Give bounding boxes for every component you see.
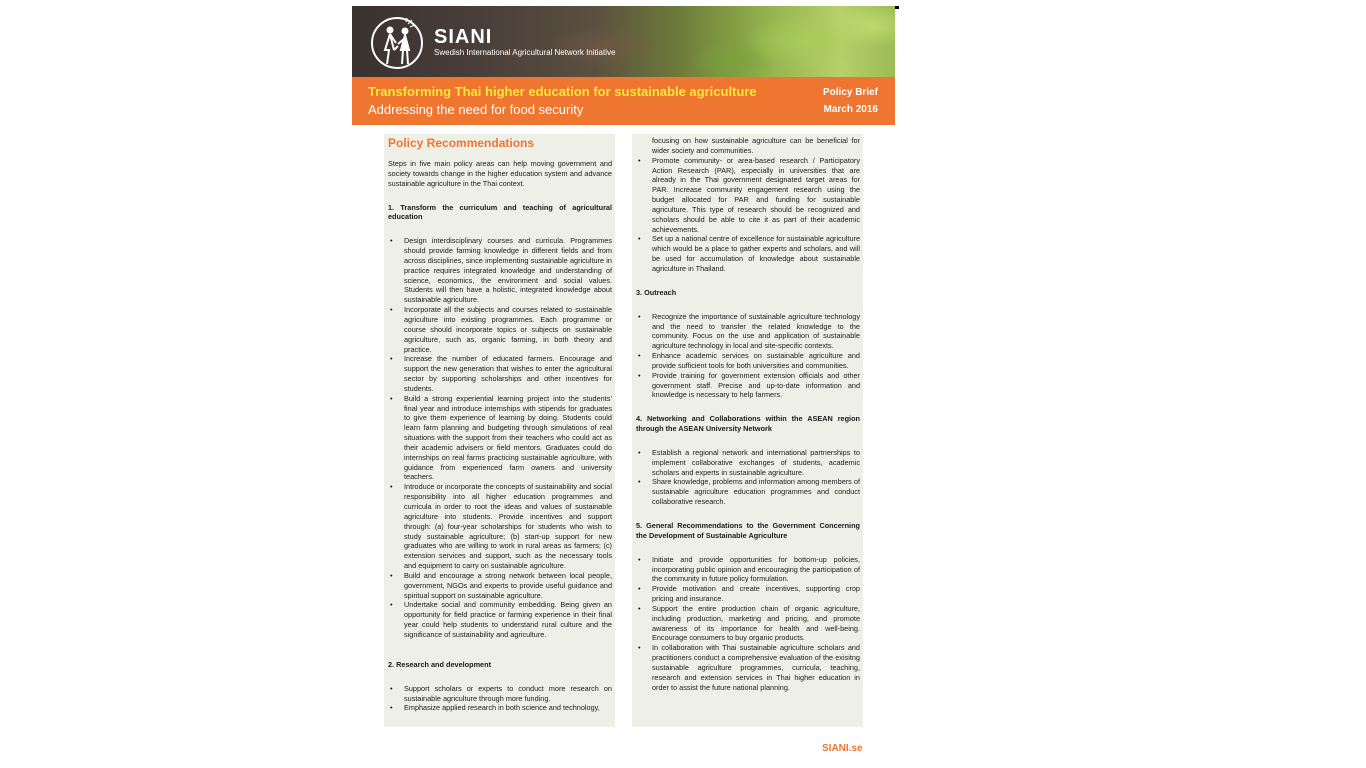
section-5-list xyxy=(636,555,860,693)
list-item: • Set up a national centre of excellence for sustainable agriculture which would be a place to gather experts and scholars, and will be used for accumulation of knowledge about sustainable agriculture in Thailand. xyxy=(636,234,860,273)
section-2-continued-list xyxy=(636,136,860,274)
brand-name: SIANI xyxy=(434,26,493,48)
section-1-title: 1. Transform the curriculum and teaching of agricultural education xyxy=(388,202,612,222)
document-title: Transforming Thai higher education for sustainable agriculture xyxy=(368,84,757,99)
list-item: • Undertake social and community embedding. Being given an opportunity for field practice or farming experience in their final year could help students to understand rural culture and the significance of sustainability and agriculture. xyxy=(388,600,612,639)
section-4-title: 4. Networking and Collaborations within the ASEAN region through the ASEAN University Network xyxy=(636,414,860,434)
list-item: • Emphasize applied research in both science and technology, xyxy=(388,703,612,713)
intro-paragraph: Steps in five main policy areas can help moving government and society towards change in the higher education system and advance sustainable agriculture in the Thai context. xyxy=(388,159,612,188)
list-item: • Support the entire production chain of organic agriculture, including production, marketing and pricing, and promote awareness of its importance for health and well-being. Encourage consumers to buy organic products. xyxy=(636,604,860,643)
header-banner xyxy=(352,6,895,77)
section-5-title: 5. General Recommendations to the Government Concerning the Development of Sustainable Agriculture xyxy=(636,521,860,540)
list-item: • Increase the number of educated farmers. Encourage and support the new generation that wishes to enter the agricultural sector by supporting scholarships and other incentives for students. xyxy=(388,354,612,393)
list-item: • Incorporate all the subjects and courses related to sustainable agriculture into existing programmes. Each programme or course should incorporate topics or subjects on sustainable agriculture, such as, organic farming, in both theory and practice. xyxy=(388,305,612,354)
list-item: • Promote community- or area-based research / Participatory Action Research (PAR), especially in universities that are already in the Thai government designated target areas for PAR. Increase community engagement research using the budget allocated for PAR and funding for sustainable agriculture. This type of research should be recognized and scholars should be able to cite it as part of their academic achievements. xyxy=(636,156,860,235)
section-2-list xyxy=(388,684,612,714)
list-item: • Enhance academic services on sustainable agriculture and provide sufficient tools for both universities and communities. xyxy=(636,351,860,371)
left-column xyxy=(384,134,615,727)
document-date: March 2016 xyxy=(823,104,878,115)
section-heading: Policy Recommendations xyxy=(388,136,535,150)
siani-logo-icon xyxy=(368,16,426,70)
list-item: • Recognize the importance of sustainable agriculture technology and the need to transfer the related knowledge to the community. Focus on the use and application of sustainable agriculture technology in local and site-specific contexts. xyxy=(636,312,860,351)
list-item-continued: focusing on how sustainable agriculture can be beneficial for wider society and communities. xyxy=(652,136,860,155)
list-item: • Design interdisciplinary courses and curricula. Programmes should provide farming knowledge in different fields and from across disciplines, since implementing sustainable agriculture in practice requires integrated knowledge and understanding of science, economics, the environment and social values. Students will then have a holistic, integrated knowledge about sustainable agriculture. xyxy=(388,236,612,305)
list-item: • Share knowledge, problems and information among members of sustainable agriculture education programmes and conduct collaborative research. xyxy=(636,477,860,507)
document-subtitle: Addressing the need for food security xyxy=(368,102,584,117)
brand-tagline: Swedish International Agricultural Network Initiative xyxy=(434,48,616,57)
list-item: • Introduce or incorporate the concepts of sustainability and social responsibility into all higher education programmes and curricula in order to root the ideas and values of sustainable agriculture into students. Provide incentives and support through: (a) four-year scholarships for students who wish to study sustainable agriculture; (b) start-up support for new graduates who are willing to work in rural areas as farmers; (c) extension services and support, such as the necessary tools and equipment to carry on sustainable agriculture. xyxy=(388,482,612,571)
list-item: • Provide motivation and create incentives, supporting crop pricing and insurance. xyxy=(636,584,860,604)
section-1-list xyxy=(388,236,612,640)
list-item: • Provide training for government extension officials and other government staff. Precise and up-to-date information and knowledge is necessary to help farmers. xyxy=(636,371,860,401)
policy-brief-page xyxy=(352,6,895,768)
list-item: • Establish a regional network and international partnerships to implement collaborative exchanges of students, academic scholars and experts in sustainable agriculture. xyxy=(636,448,860,478)
section-2-title: 2. Research and development xyxy=(388,659,492,669)
section-3-list xyxy=(636,312,860,401)
right-column xyxy=(632,134,863,727)
corner-mark xyxy=(895,6,899,9)
list-item: • Initiate and provide opportunities for bottom-up policies, incorporating public opinion and encouraging the participation of the community in future policy formulation. xyxy=(636,555,860,585)
section-3-title: 3. Outreach xyxy=(636,287,677,297)
list-item: • Build a strong experiential learning project into the students’ final year and introduce internships with stipends for graduates to give them experience of learning by doing. Students could learn farm planning and budgeting through simulations of real situations with the support from their teachers who could act as their academic advisers or field mentors. Graduates could do internships on real farms practicing sustainable agriculture, with guidance from experienced farm owners and university teachers. xyxy=(388,394,612,483)
list-item: • Build and encourage a strong network between local people, government, NGOs and experts to provide useful guidance and spiritual support on sustainable agriculture. xyxy=(388,571,612,601)
section-4-list xyxy=(636,448,860,507)
title-bar xyxy=(352,77,895,125)
list-item: • In collaboration with Thai sustainable agriculture scholars and practitioners conduct a comprehensive evaluation of the exisitng sustainable agriculture programmes, curricula, teaching, research and extension services in Thai higher education in order to assist the future national planning. xyxy=(636,643,860,692)
document-type: Policy Brief xyxy=(822,87,878,98)
footer-link[interactable]: SIANI.se xyxy=(822,743,863,754)
list-item: • Support scholars or experts to conduct more research on sustainable agriculture through more funding. xyxy=(388,684,612,704)
